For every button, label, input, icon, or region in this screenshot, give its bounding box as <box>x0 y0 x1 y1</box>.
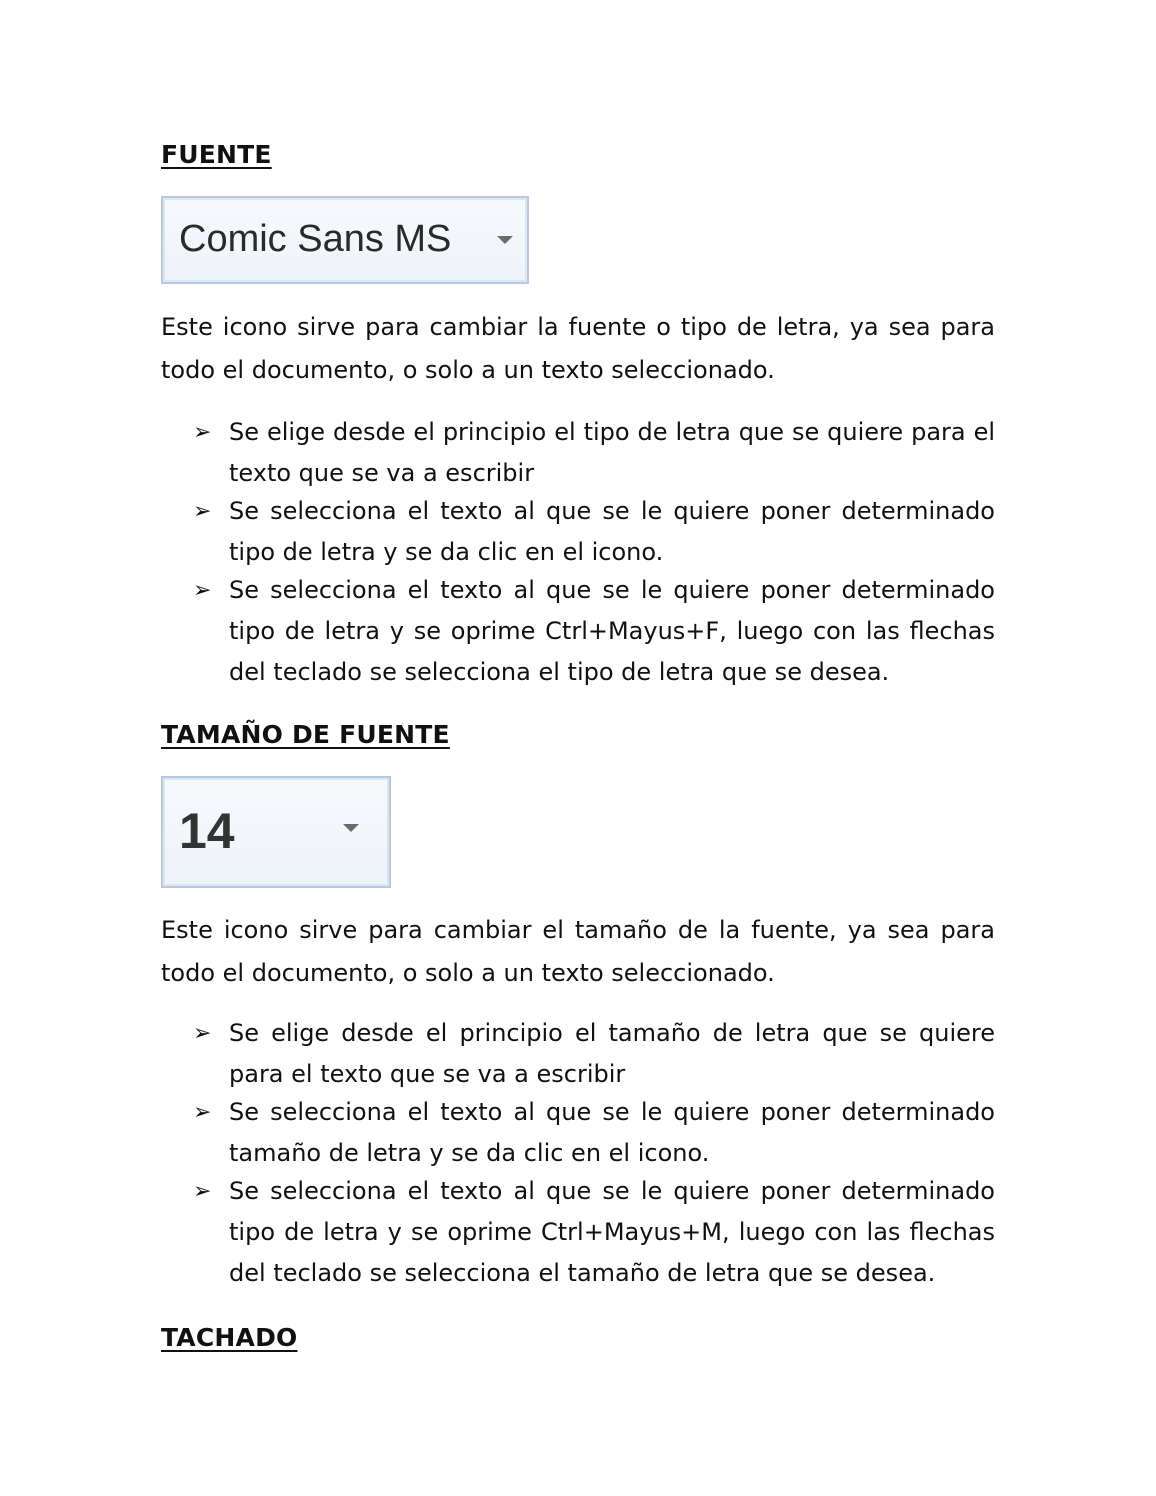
heading-tachado: TACHADO <box>161 1323 298 1352</box>
arrow-bullet-icon: ➢ <box>193 499 212 524</box>
font-size-dropdown[interactable] <box>161 776 391 888</box>
font-size-value: 14 <box>179 803 235 859</box>
document-page <box>161 0 995 1496</box>
arrow-bullet-icon: ➢ <box>193 420 212 445</box>
chevron-down-icon[interactable] <box>343 824 359 832</box>
list-item <box>161 570 995 693</box>
bullet-text: Se selecciona el texto al que se le quiere poner determinado tipo de letra y se oprime Ctrl+Mayus+M, luego con las flechas del teclado se selecciona el tamaño de letra que se desea. <box>229 1177 995 1287</box>
bullet-text: Se elige desde el principio el tamaño de letra que se quiere para el texto que se va a escribir <box>229 1019 995 1088</box>
bullet-text: Se elige desde el principio el tipo de letra que se quiere para el texto que se va a escribir <box>229 418 995 487</box>
arrow-bullet-icon: ➢ <box>193 1100 212 1125</box>
chevron-down-icon[interactable] <box>497 236 513 244</box>
bullet-text: Se selecciona el texto al que se le quiere poner determinado tipo de letra y se oprime Ctrl+Mayus+F, luego con las flechas del teclado se selecciona el tipo de letra que se desea. <box>229 576 995 686</box>
fuente-description: Este icono sirve para cambiar la fuente o tipo de letra, ya sea para todo el documento, o solo a un texto seleccionado. <box>161 313 995 384</box>
tamano-description: Este icono sirve para cambiar el tamaño de la fuente, ya sea para todo el documento, o solo a un texto seleccionado. <box>161 916 995 987</box>
list-item <box>161 412 995 494</box>
tamano-bullet-list <box>161 1013 995 1291</box>
arrow-bullet-icon: ➢ <box>193 1179 212 1204</box>
bullet-text: Se selecciona el texto al que se le quiere poner determinado tamaño de letra y se da clic en el icono. <box>229 1098 995 1167</box>
list-item <box>161 1171 995 1294</box>
arrow-bullet-icon: ➢ <box>193 1021 212 1046</box>
heading-tamano-de-fuente: TAMAÑO DE FUENTE <box>161 720 450 749</box>
list-item <box>161 1013 995 1095</box>
list-item <box>161 1092 995 1174</box>
list-item <box>161 491 995 573</box>
fuente-bullet-list <box>161 412 995 690</box>
bullet-text: Se selecciona el texto al que se le quiere poner determinado tipo de letra y se da clic en el icono. <box>229 497 995 566</box>
font-name-dropdown[interactable] <box>161 196 529 284</box>
font-name-value: Comic Sans MS <box>179 218 452 260</box>
arrow-bullet-icon: ➢ <box>193 578 212 603</box>
heading-fuente: FUENTE <box>161 140 272 169</box>
